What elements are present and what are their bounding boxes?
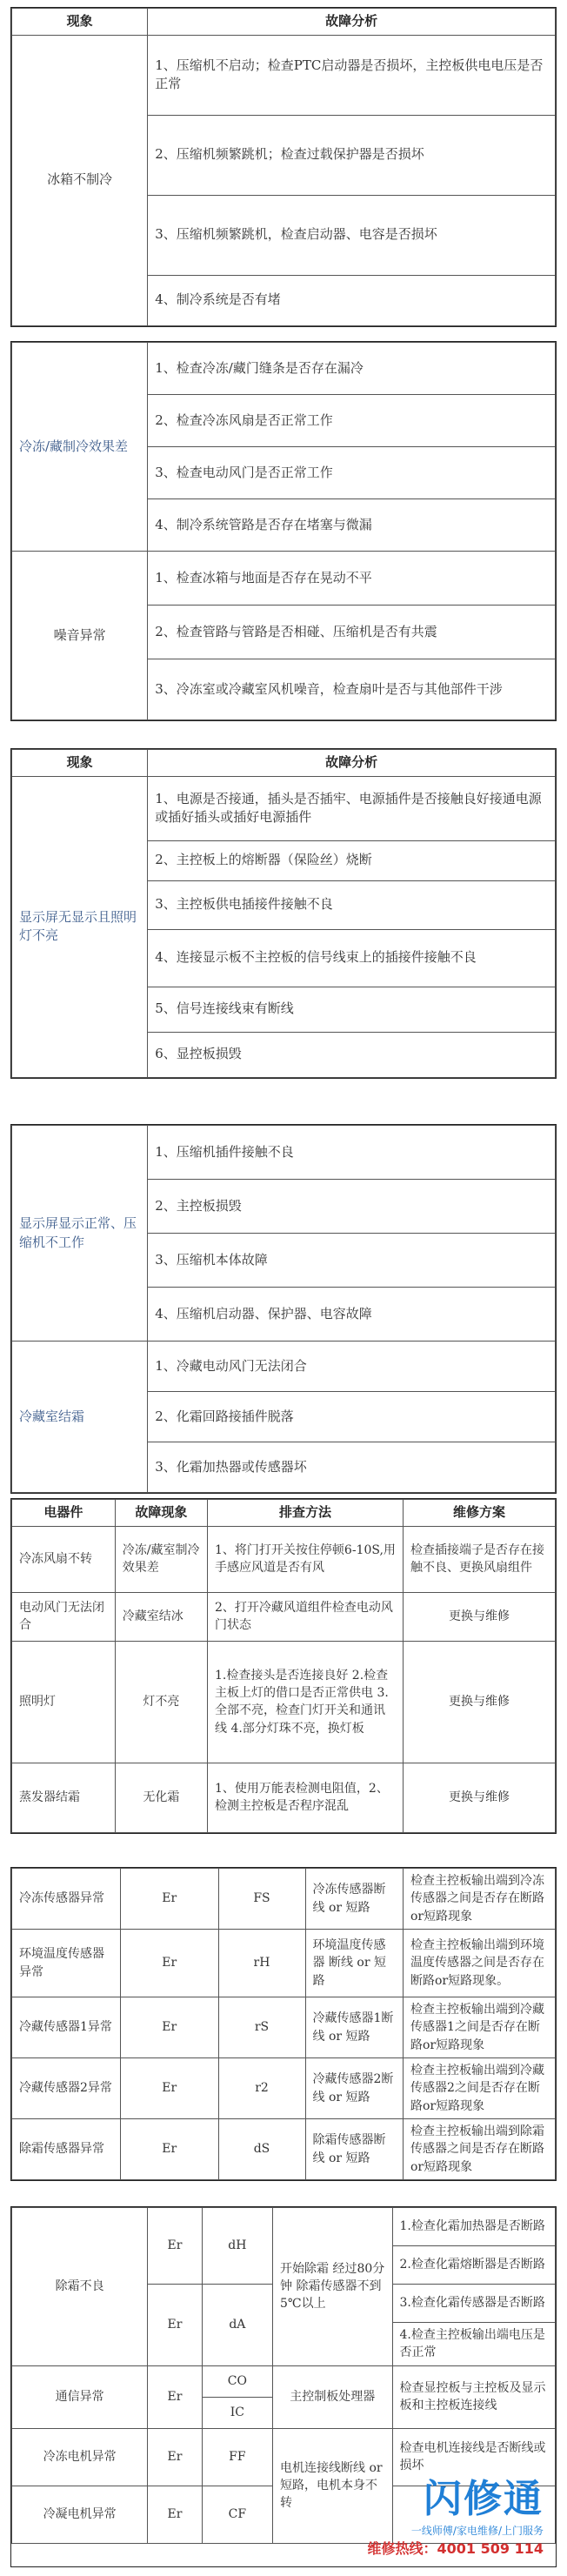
error-cause: 环境温度传感器 断线 or 短路 [305,1930,404,1997]
motor-name: 冷凝电机异常 [12,2486,148,2543]
component-cell: 蒸发器结霜 [12,1763,116,1832]
error-cause: 除霜传感器断线 or 短路 [305,2119,404,2180]
error-fix: 检查主控板输出端到除霜传感器之间是否存在断路or短路现象 [404,2119,556,2180]
error-cause: 冷藏传感器2断线 or 短路 [305,2058,404,2119]
repair-cell: 更换与维修 [404,1592,556,1641]
error-code: CF [202,2486,272,2543]
error-code: dH [202,2208,272,2285]
analysis-item: 2、主控板损毁 [148,1180,556,1234]
table-row [12,1526,556,1592]
error-name: 冷藏传感器2异常 [12,2058,121,2119]
component-cell: 冷冻风扇不转 [12,1526,116,1592]
analysis-item: 4、连接显示板不主控板的信号线束上的插接件接触不良 [148,929,556,987]
method-cell: 1、使用万能表检测电阻值，2、检测主控板是否程序混乱 [208,1763,404,1832]
defrost-fix: 1.检查化霜加热器是否断路 [392,2208,556,2246]
symptom-cell: 显示屏无显示且照明灯不亮 [12,776,148,1077]
table-display-fault [10,748,557,1079]
error-name: 除霜传感器异常 [12,2119,121,2180]
fault-cell: 冷藏室结冰 [115,1592,207,1641]
fault-cell: 灯不亮 [115,1641,207,1763]
error-prefix: Er [121,2058,219,2119]
defrost-name: 除霜不良 [12,2208,148,2366]
error-fix: 检查主控板输出端到冷藏传感器1之间是否存在断路or短路现象 [404,1997,556,2058]
error-code: FS [218,1869,305,1930]
header-symptom: 现象 [12,9,148,36]
error-prefix: Er [148,2208,203,2285]
header-component: 电器件 [12,1500,116,1527]
table-row [12,1592,556,1641]
analysis-item: 4、制冷系统是否有堵 [148,275,556,325]
analysis-item: 3、压缩机频繁跳机，检查启动器、电容是否损坏 [148,195,556,275]
error-name: 冷藏传感器1异常 [12,1997,121,2058]
fault-cell: 无化霜 [115,1763,207,1832]
analysis-item: 2、压缩机频繁跳机；检查过载保护器是否损坏 [148,115,556,195]
error-cause: 冷冻传感器断线 or 短路 [305,1869,404,1930]
defrost-fix: 2.检查化霜熔断器是否断路 [392,2246,556,2285]
comm-method: 主控制板处理器 [273,2365,393,2428]
error-name: 冷冻传感器异常 [12,1869,121,1930]
error-prefix: Er [148,2486,203,2543]
analysis-item: 1、压缩机不启动；检查PTC启动器是否损坏，主控板供电电压是否正常 [148,35,556,115]
defrost-fix: 3.检查化霜传感器是否断路 [392,2285,556,2323]
brand-name: 闪修通 [424,2477,544,2521]
analysis-item: 3、化霜加热器或传感器坏 [148,1442,556,1493]
table-sensor-errors [10,1867,557,2181]
error-prefix: Er [121,1930,219,1997]
defrost-method: 开始除霜 经过80分钟 除霜传感器不到5℃以上 [273,2208,393,2366]
error-code: IC [202,2397,272,2428]
error-prefix: Er [148,2285,203,2366]
fault-cell: 冷冻/藏室制冷效果差 [115,1526,207,1592]
symptom-cell: 噪音异常 [12,552,148,720]
hotline: 维修热线：4001 509 114 [367,2540,544,2557]
analysis-item: 2、主控板上的熔断器（保险丝）烧断 [148,840,556,880]
analysis-item: 1、电源是否接通，插头是否插牢、电源插件是否接触良好接通电源或插好插头或插好电源插件 [148,776,556,840]
repair-cell: 检查插接端子是否存在接触不良、更换风扇组件 [404,1526,556,1592]
table-row [12,1930,556,1997]
analysis-item: 1、冷藏电动风门无法闭合 [148,1342,556,1392]
header-analysis: 故障分析 [148,9,556,36]
brand-logo [368,2467,544,2558]
analysis-item: 2、检查冷冻风扇是否正常工作 [148,395,556,447]
error-cause: 冷藏传感器1断线 or 短路 [305,1997,404,2058]
repair-cell: 更换与维修 [404,1763,556,1832]
motor-name: 冷冻电机异常 [12,2428,148,2486]
header-repair: 维修方案 [404,1500,556,1527]
analysis-item: 6、显控板损毁 [148,1032,556,1077]
header-fault: 故障现象 [115,1500,207,1527]
component-cell: 照明灯 [12,1641,116,1763]
analysis-item: 5、信号连接线束有断线 [148,987,556,1032]
error-code: FF [202,2428,272,2486]
error-prefix: Er [121,1997,219,2058]
error-fix: 检查主控板输出端到冷冻传感器之间是否存在断路or短路现象 [404,1869,556,1930]
header-analysis: 故障分析 [148,750,556,777]
method-cell: 2、打开冷藏风道组件检查电动风门状态 [208,1592,404,1641]
header-symptom: 现象 [12,750,148,777]
symptom-cell: 冷冻/藏制冷效果差 [12,343,148,552]
analysis-item: 1、检查冷冻/藏门缝条是否存在漏冷 [148,343,556,395]
defrost-fix: 4.检查主控板输出端电压是否正常 [392,2323,556,2366]
table-row [12,1869,556,1930]
header-method: 排查方法 [208,1500,404,1527]
error-code: dS [218,2119,305,2180]
table-effect-noise [10,341,557,721]
table-row [12,1763,556,1832]
analysis-item: 3、检查电动风门是否正常工作 [148,447,556,499]
table-row [12,1641,556,1763]
analysis-item: 2、检查管路与管路是否相碰、压缩机是否有共震 [148,606,556,659]
brand-tagline: 一线师傅/家电维修/上门服务 [410,2525,544,2537]
method-cell: 1、将门打开关按住停顿6-10S,用手感应风道是否有风 [208,1526,404,1592]
table-row [12,1997,556,2058]
table-row [12,2058,556,2119]
repair-cell: 更换与维修 [404,1641,556,1763]
comm-fix: 检查显控板与主控板及显示板和主控板连接线 [392,2365,556,2428]
analysis-item: 3、主控板供电插接件接触不良 [148,880,556,929]
error-code: rS [218,1997,305,2058]
analysis-item: 4、压缩机启动器、保护器、电容故障 [148,1288,556,1342]
error-code: CO [202,2365,272,2397]
symptom-cell: 冷藏室结霜 [12,1342,148,1493]
analysis-item: 3、压缩机本体故障 [148,1234,556,1288]
symptom-cell: 冰箱不制冷 [12,35,148,325]
table-row [12,2119,556,2180]
error-prefix: Er [121,2119,219,2180]
method-cell: 1.检查接头是否连接良好 2.检查主板上灯的借口是否正常供电 3.全部不亮，检查门灯开关和通讯线 4.部分灯珠不亮，换灯板 [208,1641,404,1763]
error-fix: 检查主控板输出端到环境温度传感器之间是否存在断路or短路现象。 [404,1930,556,1997]
error-prefix: Er [148,2365,203,2428]
table-compressor-frost [10,1124,557,1494]
error-prefix: Er [121,1869,219,1930]
error-code: dA [202,2285,272,2366]
table-cooling-fault [10,7,557,327]
analysis-item: 1、检查冰箱与地面是否存在晃动不平 [148,552,556,606]
symptom-cell: 显示屏显示正常、压缩机不工作 [12,1126,148,1342]
comm-name: 通信异常 [12,2365,148,2428]
motor-method: 电机连接线断线 or 短路，电机本身不转 [273,2428,393,2543]
table-components [10,1498,557,1834]
motor-fix: 检查电机连接线是否断线或损坏 [392,2428,556,2486]
error-code: r2 [218,2058,305,2119]
analysis-item: 3、冷冻室或冷藏室风机噪音，检查扇叶是否与其他部件干涉 [148,659,556,720]
analysis-item: 2、化霜回路接插件脱落 [148,1392,556,1442]
analysis-item: 4、制冷系统管路是否存在堵塞与微漏 [148,499,556,552]
table-defrost-comm-motor [10,2206,557,2567]
error-code: rH [218,1930,305,1997]
error-name: 环境温度传感器异常 [12,1930,121,1997]
analysis-item: 1、压缩机插件接触不良 [148,1126,556,1180]
component-cell: 电动风门无法闭合 [12,1592,116,1641]
error-fix: 检查主控板输出端到冷藏传感器2之间是否存在断路or短路现象 [404,2058,556,2119]
error-prefix: Er [148,2428,203,2486]
